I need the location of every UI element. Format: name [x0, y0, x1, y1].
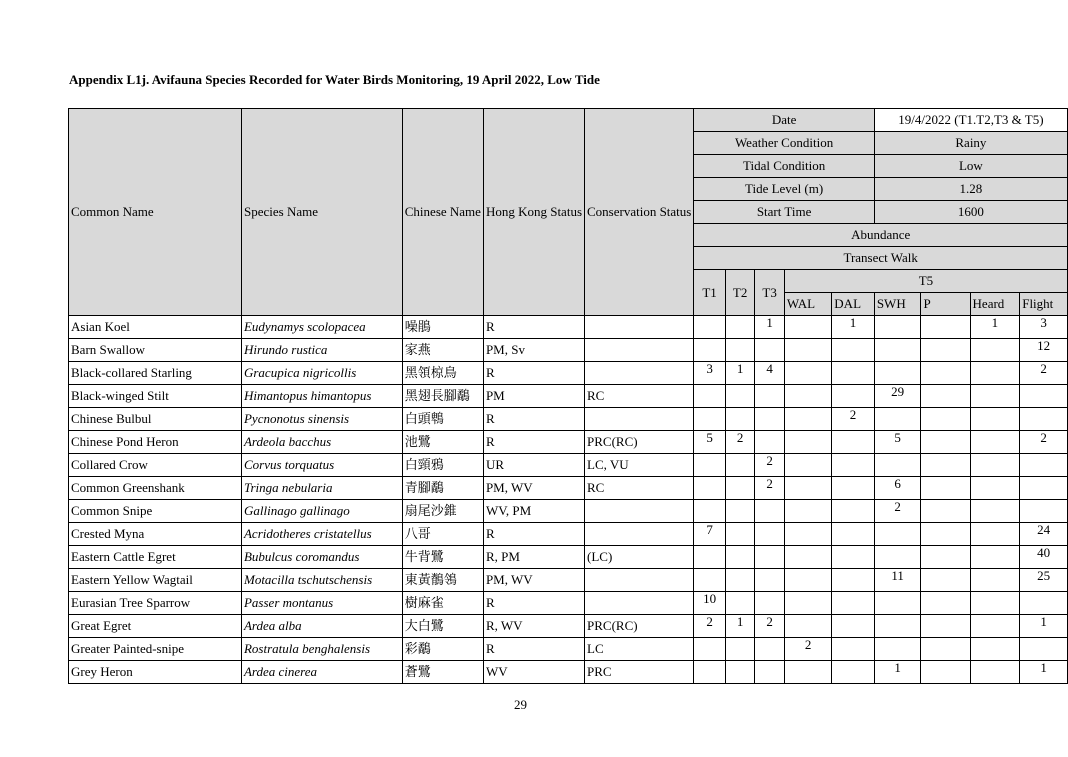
- hk-status-cell: R: [483, 316, 584, 339]
- count-cell-p: [921, 615, 970, 638]
- count-cell-t3: [755, 592, 785, 615]
- col-dal: DAL: [832, 293, 875, 316]
- count-cell-heard: [970, 500, 1020, 523]
- chinese-name-cell: 家燕: [402, 339, 483, 362]
- conservation-status-cell: [585, 408, 694, 431]
- table-row: [69, 385, 1068, 408]
- table-row: [69, 408, 1068, 431]
- col-swh: SWH: [874, 293, 921, 316]
- count-cell-dal: [832, 638, 875, 661]
- count-cell-t3: 1: [755, 316, 785, 339]
- common-name-cell: Great Egret: [69, 615, 242, 638]
- chinese-name-cell: 蒼鷺: [402, 661, 483, 684]
- conservation-status-cell: [585, 316, 694, 339]
- table-row: [69, 592, 1068, 615]
- conservation-status-cell: [585, 523, 694, 546]
- count-cell-swh: 6: [874, 477, 921, 500]
- hk-status-cell: UR: [483, 454, 584, 477]
- count-cell-heard: [970, 546, 1020, 569]
- count-cell-wal: [784, 339, 831, 362]
- hk-status-cell: WV, PM: [483, 500, 584, 523]
- count-cell-p: [921, 431, 970, 454]
- count-cell-swh: 5: [874, 431, 921, 454]
- hk-status-cell: R: [483, 638, 584, 661]
- common-name-cell: Greater Painted-snipe: [69, 638, 242, 661]
- count-cell-t1: 5: [694, 431, 725, 454]
- count-cell-p: [921, 569, 970, 592]
- col-p: P: [921, 293, 970, 316]
- hk-status-cell: R: [483, 362, 584, 385]
- conservation-status-cell: [585, 500, 694, 523]
- chinese-name-cell: 樹麻雀: [402, 592, 483, 615]
- count-cell-wal: [784, 569, 831, 592]
- date-label: Date: [694, 109, 874, 132]
- count-cell-t3: [755, 661, 785, 684]
- hk-status-cell: PM: [483, 385, 584, 408]
- count-cell-flight: [1020, 454, 1068, 477]
- count-cell-t2: [725, 546, 755, 569]
- common-name-cell: Eurasian Tree Sparrow: [69, 592, 242, 615]
- date-value: 19/4/2022 (T1.T2,T3 & T5): [874, 109, 1067, 132]
- col-t2: T2: [725, 270, 755, 316]
- count-cell-dal: 2: [832, 408, 875, 431]
- common-name-cell: Chinese Bulbul: [69, 408, 242, 431]
- conservation-status-cell: LC: [585, 638, 694, 661]
- count-cell-flight: [1020, 385, 1068, 408]
- species-name-cell: Gallinago gallinago: [241, 500, 402, 523]
- conservation-status-cell: RC: [585, 477, 694, 500]
- count-cell-p: [921, 638, 970, 661]
- species-name-cell: Bubulcus coromandus: [241, 546, 402, 569]
- count-cell-wal: [784, 500, 831, 523]
- species-name-cell: Ardea cinerea: [241, 661, 402, 684]
- chinese-name-cell: 彩鷸: [402, 638, 483, 661]
- table-row: [69, 339, 1068, 362]
- count-cell-swh: [874, 592, 921, 615]
- count-cell-t3: 2: [755, 477, 785, 500]
- count-cell-p: [921, 385, 970, 408]
- count-cell-flight: 25: [1020, 569, 1068, 592]
- count-cell-dal: [832, 500, 875, 523]
- count-cell-t1: [694, 316, 725, 339]
- count-cell-heard: [970, 385, 1020, 408]
- count-cell-wal: [784, 477, 831, 500]
- count-cell-dal: [832, 477, 875, 500]
- count-cell-t2: 1: [725, 362, 755, 385]
- count-cell-t1: 3: [694, 362, 725, 385]
- count-cell-p: [921, 454, 970, 477]
- count-cell-flight: [1020, 500, 1068, 523]
- species-name-cell: Tringa nebularia: [241, 477, 402, 500]
- count-cell-t2: [725, 316, 755, 339]
- count-cell-swh: [874, 454, 921, 477]
- count-cell-flight: 1: [1020, 661, 1068, 684]
- count-cell-dal: [832, 339, 875, 362]
- count-cell-t2: [725, 339, 755, 362]
- count-cell-dal: [832, 592, 875, 615]
- count-cell-p: [921, 362, 970, 385]
- common-name-cell: Crested Myna: [69, 523, 242, 546]
- count-cell-t1: 7: [694, 523, 725, 546]
- count-cell-dal: [832, 385, 875, 408]
- table-row: [69, 569, 1068, 592]
- species-name-cell: Gracupica nigricollis: [241, 362, 402, 385]
- table-row: [69, 638, 1068, 661]
- count-cell-t1: [694, 408, 725, 431]
- start-time-label: Start Time: [694, 201, 874, 224]
- count-cell-heard: [970, 454, 1020, 477]
- count-cell-flight: 12: [1020, 339, 1068, 362]
- count-cell-swh: 2: [874, 500, 921, 523]
- count-cell-p: [921, 339, 970, 362]
- common-name-cell: Collared Crow: [69, 454, 242, 477]
- hk-status-cell: R: [483, 431, 584, 454]
- count-cell-p: [921, 523, 970, 546]
- count-cell-dal: [832, 362, 875, 385]
- species-name-cell: Ardeola bacchus: [241, 431, 402, 454]
- count-cell-p: [921, 592, 970, 615]
- count-cell-wal: [784, 546, 831, 569]
- count-cell-t3: 2: [755, 615, 785, 638]
- species-name-cell: Hirundo rustica: [241, 339, 402, 362]
- count-cell-t2: [725, 638, 755, 661]
- conservation-status-cell: RC: [585, 385, 694, 408]
- count-cell-swh: 1: [874, 661, 921, 684]
- chinese-name-cell: 池鷺: [402, 431, 483, 454]
- common-name-cell: Asian Koel: [69, 316, 242, 339]
- table-row: [69, 546, 1068, 569]
- count-cell-dal: [832, 523, 875, 546]
- chinese-name-cell: 大白鷺: [402, 615, 483, 638]
- abundance-header: Abundance: [694, 224, 1068, 247]
- count-cell-wal: [784, 661, 831, 684]
- count-cell-t2: [725, 661, 755, 684]
- conservation-status-cell: PRC(RC): [585, 615, 694, 638]
- tide-level-label: Tide Level (m): [694, 178, 874, 201]
- count-cell-wal: [784, 454, 831, 477]
- count-cell-t2: [725, 385, 755, 408]
- count-cell-wal: [784, 523, 831, 546]
- count-cell-heard: [970, 592, 1020, 615]
- count-cell-t3: [755, 408, 785, 431]
- count-cell-t3: 4: [755, 362, 785, 385]
- count-cell-heard: [970, 615, 1020, 638]
- chinese-name-cell: 白頭鵯: [402, 408, 483, 431]
- count-cell-t1: [694, 500, 725, 523]
- hk-status-cell: PM, WV: [483, 569, 584, 592]
- chinese-name-cell: 扇尾沙錐: [402, 500, 483, 523]
- count-cell-heard: 1: [970, 316, 1020, 339]
- col-t1: T1: [694, 270, 725, 316]
- common-name-cell: Barn Swallow: [69, 339, 242, 362]
- common-name-cell: Common Greenshank: [69, 477, 242, 500]
- transect-walk-header: Transect Walk: [694, 247, 1068, 270]
- chinese-name-cell: 白頸鴉: [402, 454, 483, 477]
- conservation-status-cell: PRC(RC): [585, 431, 694, 454]
- common-name-cell: Chinese Pond Heron: [69, 431, 242, 454]
- chinese-name-cell: 八哥: [402, 523, 483, 546]
- count-cell-p: [921, 661, 970, 684]
- table-row: [69, 477, 1068, 500]
- count-cell-t3: [755, 500, 785, 523]
- count-cell-flight: 2: [1020, 431, 1068, 454]
- count-cell-p: [921, 477, 970, 500]
- count-cell-t1: [694, 661, 725, 684]
- hk-status-cell: PM, WV: [483, 477, 584, 500]
- count-cell-t2: [725, 500, 755, 523]
- hk-status-cell: R: [483, 523, 584, 546]
- count-cell-t3: 2: [755, 454, 785, 477]
- count-cell-t1: [694, 638, 725, 661]
- count-cell-heard: [970, 661, 1020, 684]
- table-row: [69, 431, 1068, 454]
- col-flight: Flight: [1020, 293, 1068, 316]
- species-name-cell: Ardea alba: [241, 615, 402, 638]
- count-cell-t1: 2: [694, 615, 725, 638]
- count-cell-heard: [970, 339, 1020, 362]
- document-title: Appendix L1j. Avifauna Species Recorded for Water Birds Monitoring, 19 April 2022, Low Tide: [69, 72, 600, 87]
- count-cell-t1: [694, 546, 725, 569]
- count-cell-wal: 2: [784, 638, 831, 661]
- count-cell-t2: [725, 523, 755, 546]
- species-name-cell: Acridotheres cristatellus: [241, 523, 402, 546]
- table-row: [69, 661, 1068, 684]
- common-name-cell: Eastern Yellow Wagtail: [69, 569, 242, 592]
- hk-status-cell: R: [483, 592, 584, 615]
- count-cell-flight: 24: [1020, 523, 1068, 546]
- count-cell-t1: [694, 385, 725, 408]
- conservation-status-cell: [585, 362, 694, 385]
- count-cell-heard: [970, 523, 1020, 546]
- count-cell-flight: [1020, 477, 1068, 500]
- count-cell-t3: [755, 339, 785, 362]
- species-name-cell: Himantopus himantopus: [241, 385, 402, 408]
- table-body: [69, 316, 1068, 684]
- count-cell-t2: 1: [725, 615, 755, 638]
- count-cell-p: [921, 316, 970, 339]
- count-cell-wal: [784, 408, 831, 431]
- hk-status-cell: WV: [483, 661, 584, 684]
- count-cell-swh: [874, 615, 921, 638]
- conservation-status-cell: [585, 592, 694, 615]
- species-name-cell: Pycnonotus sinensis: [241, 408, 402, 431]
- table-row: [69, 454, 1068, 477]
- count-cell-t1: 10: [694, 592, 725, 615]
- tide-level-value: 1.28: [874, 178, 1067, 201]
- col-wal: WAL: [784, 293, 831, 316]
- count-cell-swh: [874, 546, 921, 569]
- count-cell-t3: [755, 523, 785, 546]
- count-cell-t2: [725, 569, 755, 592]
- count-cell-t3: [755, 385, 785, 408]
- count-cell-heard: [970, 569, 1020, 592]
- table-row: [69, 615, 1068, 638]
- count-cell-t3: [755, 546, 785, 569]
- count-cell-flight: 2: [1020, 362, 1068, 385]
- count-cell-swh: [874, 523, 921, 546]
- common-name-cell: Black-winged Stilt: [69, 385, 242, 408]
- species-table: [68, 108, 1068, 684]
- count-cell-heard: [970, 362, 1020, 385]
- tidal-label: Tidal Condition: [694, 155, 874, 178]
- chinese-name-cell: 噪鵑: [402, 316, 483, 339]
- conservation-status-cell: LC, VU: [585, 454, 694, 477]
- count-cell-swh: [874, 339, 921, 362]
- count-cell-dal: [832, 569, 875, 592]
- count-cell-swh: [874, 362, 921, 385]
- common-name-cell: Black-collared Starling: [69, 362, 242, 385]
- chinese-name-cell: 青腳鷸: [402, 477, 483, 500]
- count-cell-heard: [970, 408, 1020, 431]
- count-cell-flight: 3: [1020, 316, 1068, 339]
- count-cell-t1: [694, 569, 725, 592]
- header-hk-status: Hong Kong Status: [483, 109, 584, 316]
- hk-status-cell: R, WV: [483, 615, 584, 638]
- header-common-name: Common Name: [69, 109, 242, 316]
- chinese-name-cell: 東黃鶺鴒: [402, 569, 483, 592]
- table-row: [69, 362, 1068, 385]
- count-cell-t1: [694, 477, 725, 500]
- count-cell-heard: [970, 431, 1020, 454]
- conservation-status-cell: [585, 569, 694, 592]
- count-cell-dal: [832, 546, 875, 569]
- count-cell-wal: [784, 615, 831, 638]
- count-cell-dal: [832, 615, 875, 638]
- count-cell-wal: [784, 431, 831, 454]
- count-cell-swh: 11: [874, 569, 921, 592]
- count-cell-t2: [725, 592, 755, 615]
- table-row: [69, 523, 1068, 546]
- start-time-value: 1600: [874, 201, 1067, 224]
- count-cell-t1: [694, 454, 725, 477]
- weather-value: Rainy: [874, 132, 1067, 155]
- table-row: [69, 500, 1068, 523]
- count-cell-swh: [874, 638, 921, 661]
- count-cell-wal: [784, 592, 831, 615]
- count-cell-t2: [725, 408, 755, 431]
- count-cell-flight: [1020, 592, 1068, 615]
- col-heard: Heard: [970, 293, 1020, 316]
- species-name-cell: Corvus torquatus: [241, 454, 402, 477]
- chinese-name-cell: 牛背鷺: [402, 546, 483, 569]
- count-cell-p: [921, 500, 970, 523]
- species-name-cell: Passer montanus: [241, 592, 402, 615]
- count-cell-flight: [1020, 408, 1068, 431]
- header-species-name: Species Name: [241, 109, 402, 316]
- t5-group-header: T5: [784, 270, 1067, 293]
- conservation-status-cell: [585, 339, 694, 362]
- count-cell-swh: 29: [874, 385, 921, 408]
- hk-status-cell: PM, Sv: [483, 339, 584, 362]
- count-cell-dal: [832, 431, 875, 454]
- species-name-cell: Eudynamys scolopacea: [241, 316, 402, 339]
- species-name-cell: Rostratula benghalensis: [241, 638, 402, 661]
- page-number: 29: [514, 697, 527, 712]
- header-chinese-name: Chinese Name: [402, 109, 483, 316]
- common-name-cell: Eastern Cattle Egret: [69, 546, 242, 569]
- count-cell-dal: [832, 454, 875, 477]
- table-row: [69, 316, 1068, 339]
- count-cell-p: [921, 408, 970, 431]
- count-cell-swh: [874, 408, 921, 431]
- count-cell-wal: [784, 362, 831, 385]
- tidal-value: Low: [874, 155, 1067, 178]
- hk-status-cell: R, PM: [483, 546, 584, 569]
- chinese-name-cell: 黑領椋鳥: [402, 362, 483, 385]
- count-cell-heard: [970, 638, 1020, 661]
- header-conservation-status: Conservation Status: [585, 109, 694, 316]
- count-cell-p: [921, 546, 970, 569]
- count-cell-dal: [832, 661, 875, 684]
- conservation-status-cell: (LC): [585, 546, 694, 569]
- count-cell-t2: 2: [725, 431, 755, 454]
- count-cell-t3: [755, 638, 785, 661]
- count-cell-heard: [970, 477, 1020, 500]
- count-cell-t2: [725, 477, 755, 500]
- count-cell-t2: [725, 454, 755, 477]
- weather-label: Weather Condition: [694, 132, 874, 155]
- chinese-name-cell: 黑翅長腳鷸: [402, 385, 483, 408]
- table-header: [69, 109, 1068, 316]
- count-cell-dal: 1: [832, 316, 875, 339]
- count-cell-wal: [784, 316, 831, 339]
- conservation-status-cell: PRC: [585, 661, 694, 684]
- species-name-cell: Motacilla tschutschensis: [241, 569, 402, 592]
- count-cell-flight: 1: [1020, 615, 1068, 638]
- common-name-cell: Common Snipe: [69, 500, 242, 523]
- count-cell-flight: 40: [1020, 546, 1068, 569]
- common-name-cell: Grey Heron: [69, 661, 242, 684]
- count-cell-flight: [1020, 638, 1068, 661]
- count-cell-wal: [784, 385, 831, 408]
- count-cell-t1: [694, 339, 725, 362]
- col-t3: T3: [755, 270, 785, 316]
- count-cell-t3: [755, 569, 785, 592]
- hk-status-cell: R: [483, 408, 584, 431]
- count-cell-swh: [874, 316, 921, 339]
- count-cell-t3: [755, 431, 785, 454]
